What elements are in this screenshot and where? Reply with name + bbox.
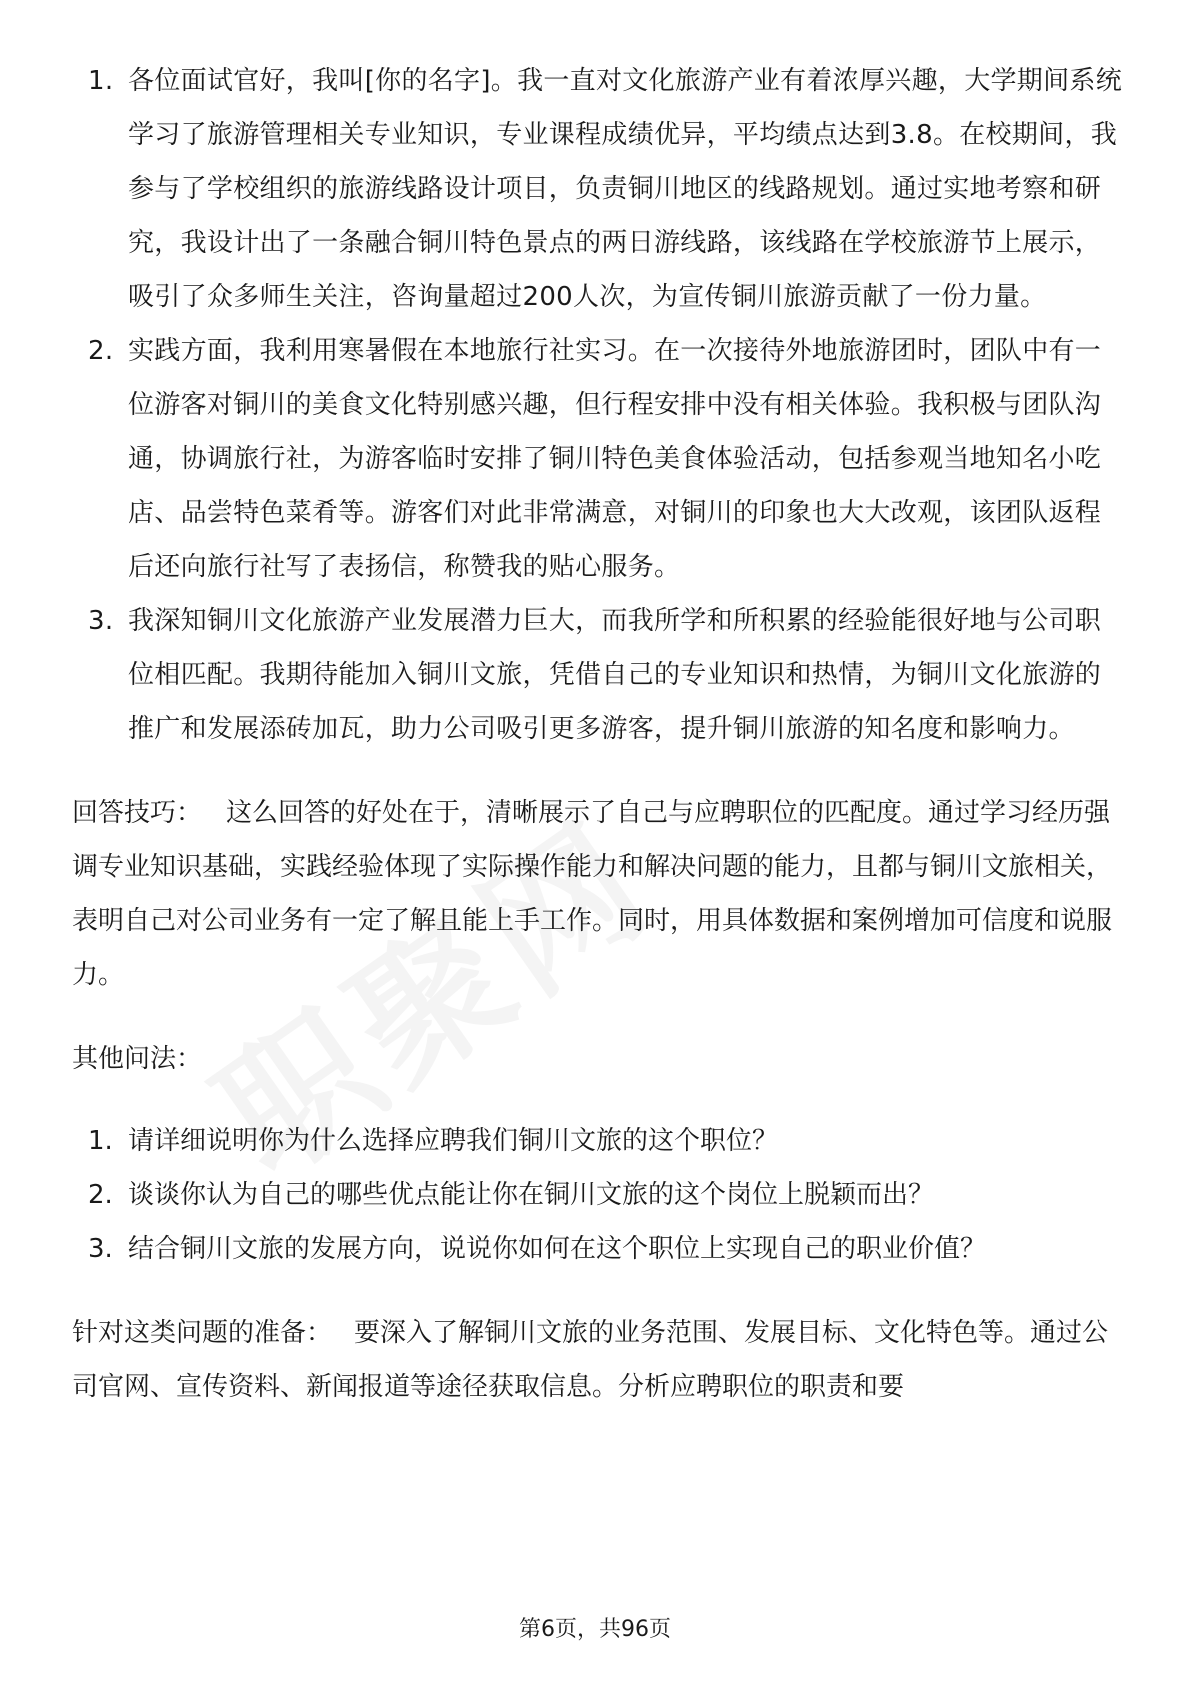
other-questions-list xyxy=(72,1114,1122,1276)
list-item xyxy=(72,594,1122,756)
other-questions-heading: 其他问法： xyxy=(72,1044,203,1074)
list-number: 1. xyxy=(88,66,114,96)
list-item-text: 谈谈你认为自己的哪些优点能让你在铜川文旅的这个岗位上脱颖而出？ xyxy=(128,1180,935,1210)
list-item-text: 各位面试官好，我叫[你的名字]。我一直对文化旅游产业有着浓厚兴趣，大学期间系统学习了旅游管理相关专业知识，专业课程成绩优异，平均绩点达到3.8。在校期间，我参与了学校组织的旅游线路设计项目，负责铜川地区的线路规划。通过实地考察和研究，我设计出了一条融合铜川特色景点的两日游线路，该线路在学校旅游节上展示，吸引了众多师生关注，咨询量超过200人次，为宣传铜川旅游贡献了一份力量。 xyxy=(128,66,1122,312)
list-number: 3. xyxy=(88,1234,113,1264)
answer-list xyxy=(72,54,1122,756)
list-number: 1. xyxy=(88,1126,113,1156)
list-number: 2. xyxy=(88,336,114,366)
list-item-text: 实践方面，我利用寒暑假在本地旅行社实习。在一次接待外地旅游团时，团队中有一位游客对铜川的美食文化特别感兴趣，但行程安排中没有相关体验。我积极与团队沟通，协调旅行社，为游客临时安排了铜川特色美食体验活动，包括参观当地知名小吃店、品尝特色菜肴等。游客们对此非常满意，对铜川的印象也大大改观，该团队返程后还向旅行社写了表扬信，称赞我的贴心服务。 xyxy=(128,336,1102,582)
list-item xyxy=(72,324,1122,594)
list-item-text: 我深知铜川文化旅游产业发展潜力巨大，而我所学和所积累的经验能很好地与公司职位相匹配。我期待能加入铜川文旅，凭借自己的专业知识和热情，为铜川文化旅游的推广和发展添砖加瓦，助力公司吸引更多游客，提升铜川旅游的知名度和影响力。 xyxy=(128,606,1102,744)
list-item xyxy=(72,1114,1122,1168)
list-item-text: 请详细说明你为什么选择应聘我们铜川文旅的这个职位？ xyxy=(128,1126,779,1156)
list-number: 3. xyxy=(88,606,114,636)
preparation-paragraph xyxy=(72,1306,1122,1414)
list-item xyxy=(72,1168,1122,1222)
page-number: 第6页，共96页 xyxy=(519,1617,671,1642)
document-body xyxy=(72,54,1122,1414)
preparation-label: 针对这类问题的准备： xyxy=(72,1318,333,1348)
answer-tip-label: 回答技巧： xyxy=(72,798,203,828)
list-item xyxy=(72,1222,1122,1276)
list-item-text: 结合铜川文旅的发展方向，说说你如何在这个职位上实现自己的职业价值？ xyxy=(128,1234,987,1264)
answer-tip-paragraph xyxy=(72,786,1122,1002)
list-number: 2. xyxy=(88,1180,113,1210)
preparation-text: 要深入了解铜川文旅的业务范围、发展目标、文化特色等。通过公司官网、宣传资料、新闻报道等途径获取信息。分析应聘职位的职责和要 xyxy=(72,1318,1109,1402)
answer-tip-text: 这么回答的好处在于，清晰展示了自己与应聘职位的匹配度。通过学习经历强调专业知识基础，实践经验体现了实际操作能力和解决问题的能力，且都与铜川文旅相关，表明自己对公司业务有一定了解且能上手工作。同时，用具体数据和案例增加可信度和说服力。 xyxy=(72,798,1113,990)
list-item xyxy=(72,54,1122,324)
